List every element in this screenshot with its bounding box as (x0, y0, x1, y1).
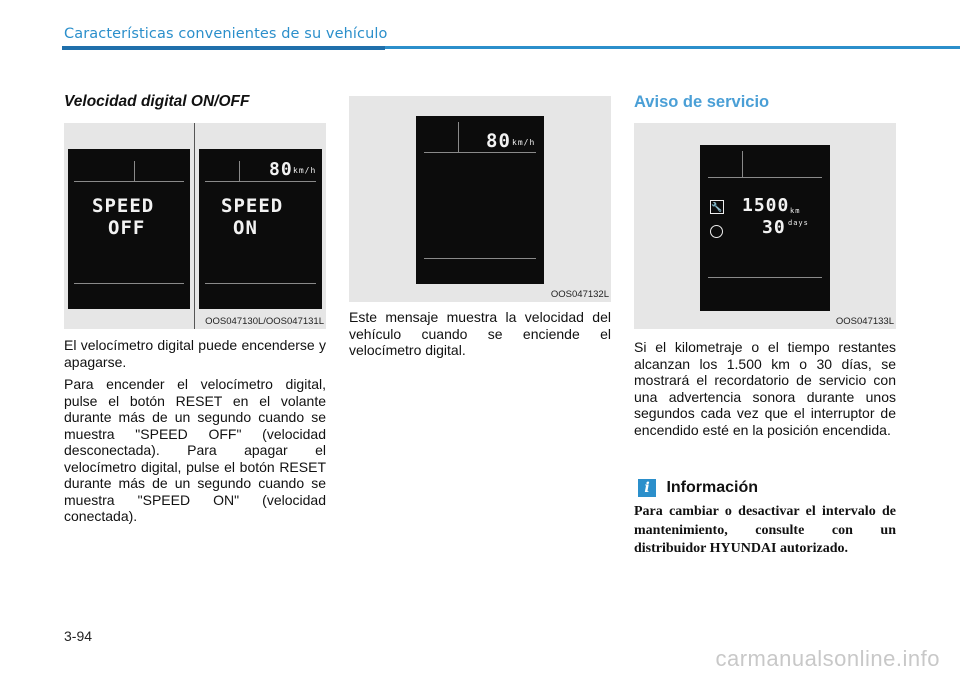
speed-on-line2: ON (233, 217, 258, 239)
section1-body (64, 337, 326, 531)
cluster-display-speed (416, 116, 544, 284)
chapter-header: Características convenientes de su vehículo (64, 26, 388, 42)
cluster-display-speed-on (199, 149, 322, 309)
watermark: carmanualsonline.info (715, 646, 940, 671)
paragraph: Este mensaje muestra la velocidad del vehículo cuando se enciende el velocímetro digital. (349, 309, 611, 358)
section2-body (349, 309, 611, 365)
figure-digital-speed (349, 96, 611, 302)
paragraph: Si el kilometraje o el tiempo restantes alcanzan los 1.500 km o 30 días, se mostrará el recordatorio de servicio con una advertencia sonora durante unos segundos cada vez que el interruptor de encendido esté en la posición encendida. (634, 339, 896, 438)
speed-on-unit: km/h (293, 166, 317, 175)
speed-on-value: 80 (269, 159, 293, 180)
paragraph: Para encender el velocímetro digital, pulse el botón RESET en el volante durante más de un segundo cuando se muestra "SPEED OFF" (velocidad desconectada). Para apagar el velocímetro digital, pulse el botón RESET durante más de un segundo cuando se muestra "SPEED ON" (velocidad conectada). (64, 376, 326, 524)
service-distance-unit: km (790, 207, 801, 215)
info-icon: i (638, 479, 656, 497)
service-days: 30 (762, 217, 786, 238)
info-text: Para cambiar o desactivar el intervalo de mantenimiento, consulte con un distribuidor HYUNDAI autorizado. (634, 504, 896, 556)
cluster-display-service (700, 145, 830, 311)
info-box (638, 479, 896, 497)
cluster-display-speed-off (68, 149, 190, 309)
section-title-service: Aviso de servicio (634, 93, 770, 111)
figure-caption: OOS047130L/OOS047131L (205, 316, 324, 327)
info-title: Información (666, 479, 759, 496)
service-days-unit: days (788, 219, 809, 227)
speed-on-line1: SPEED (221, 195, 284, 217)
figure-caption: OOS047132L (550, 289, 609, 300)
figure-speed-on-off (64, 123, 326, 329)
section3-body (634, 339, 896, 444)
header-rule-accent (62, 46, 385, 50)
paragraph: El velocímetro digital puede encenderse y apagarse. (64, 337, 326, 370)
speed-off-line2: OFF (108, 217, 146, 239)
section-title-speed: Velocidad digital ON/OFF (64, 93, 250, 110)
page-number: 3-94 (64, 628, 93, 644)
clock-icon (710, 225, 723, 238)
speed-value: 80 (486, 130, 511, 152)
service-distance: 1500 (742, 195, 790, 216)
figure-caption: OOS047133L (835, 316, 894, 327)
speed-off-line1: SPEED (92, 195, 155, 217)
speed-unit: km/h (512, 138, 536, 147)
wrench-icon: 🔧 (711, 202, 723, 212)
figure-service-reminder (634, 123, 896, 329)
